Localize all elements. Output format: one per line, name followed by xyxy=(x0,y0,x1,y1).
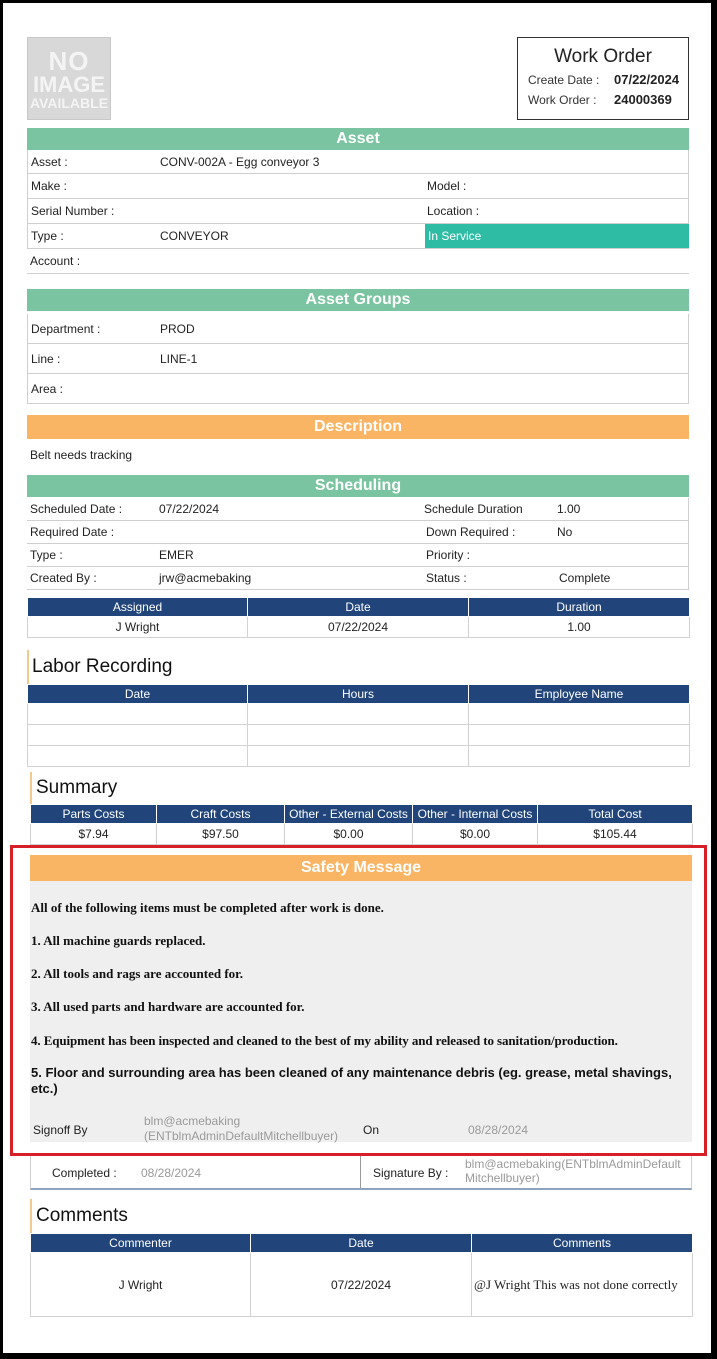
description-text: Belt needs tracking xyxy=(30,448,133,462)
comment-date-col-header: Date xyxy=(251,1234,472,1253)
parts-costs-value: $7.94 xyxy=(31,824,157,845)
signoff-line2: (ENTblmAdminDefaultMitchellbuyer) xyxy=(144,1129,339,1143)
table-row xyxy=(28,704,690,725)
table-row xyxy=(31,1253,693,1317)
assigned-table xyxy=(27,597,690,638)
location-label: Location : xyxy=(427,204,480,218)
scheduled-date-value: 07/22/2024 xyxy=(159,502,220,516)
line-row xyxy=(27,344,689,374)
required-date-label: Required Date : xyxy=(30,525,115,539)
assigned-date: 07/22/2024 xyxy=(248,617,469,638)
work-order-number-label: Work Order : xyxy=(528,93,597,107)
total-cost-value: $105.44 xyxy=(538,824,693,845)
external-costs-value: $0.00 xyxy=(285,824,413,845)
craft-costs-value: $97.50 xyxy=(157,824,285,845)
schedule-duration-value: 1.00 xyxy=(557,502,581,516)
labor-date-col-header: Date xyxy=(28,685,248,704)
asset-groups-header: Asset Groups xyxy=(27,289,689,311)
line-label: Line : xyxy=(31,351,61,366)
signoff-line1: blm@acmebaking xyxy=(144,1114,241,1128)
required-row xyxy=(27,521,689,544)
asset-label: Asset : xyxy=(31,154,68,169)
asset-value: CONV-002A - Egg conveyor 3 xyxy=(160,154,320,169)
safety-item-1: 1. All machine guards replaced. xyxy=(31,933,206,948)
comments-col-header: Comments xyxy=(472,1234,693,1253)
assigned-duration: 1.00 xyxy=(469,617,690,638)
signature-line2: Mitchellbuyer) xyxy=(465,1171,540,1185)
assigned-col-header: Assigned xyxy=(28,598,248,617)
model-label: Model : xyxy=(427,179,467,193)
create-date-value: 07/22/2024 xyxy=(614,72,680,87)
assigned-date-col-header: Date xyxy=(248,598,469,617)
status-label: Status : xyxy=(426,571,467,585)
area-label: Area : xyxy=(31,381,64,396)
created-row xyxy=(27,567,689,590)
comment-date-value: 07/22/2024 xyxy=(251,1253,472,1317)
sched-type-value: EMER xyxy=(159,548,194,562)
commenter-col-header: Commenter xyxy=(31,1234,251,1253)
completed-label: Completed : xyxy=(52,1166,117,1180)
craft-costs-header: Craft Costs xyxy=(157,805,285,824)
safety-item-5: 5. Floor and surrounding area has been cleaned of any maintenance debris (eg. grease, metal shavings, etc.) xyxy=(31,1065,672,1096)
summary-title: Summary xyxy=(36,777,118,798)
scheduled-date-label: Scheduled Date : xyxy=(30,502,123,516)
external-costs-header: Other - External Costs xyxy=(285,805,413,824)
department-label: Department : xyxy=(31,321,101,336)
account-row xyxy=(27,249,689,274)
internal-costs-header: Other - Internal Costs xyxy=(413,805,538,824)
signoff-value xyxy=(144,1114,338,1144)
status-value: Complete xyxy=(559,571,611,585)
created-by-label: Created By : xyxy=(30,571,97,585)
completed-date: 08/28/2024 xyxy=(141,1166,202,1180)
asset-image-placeholder xyxy=(27,37,111,120)
assigned-duration-col-header: Duration xyxy=(469,598,690,617)
safety-item-3: 3. All used parts and hardware are accounted for. xyxy=(31,999,305,1014)
safety-header: Safety Message xyxy=(30,855,692,881)
safety-intro: All of the following items must be completed after work is done. xyxy=(31,900,384,915)
serial-label: Serial Number : xyxy=(31,204,115,218)
parts-costs-header: Parts Costs xyxy=(31,805,157,824)
placeholder-line3: AVAILABLE xyxy=(29,94,109,111)
work-order-box xyxy=(517,37,689,120)
on-date: 08/28/2024 xyxy=(468,1123,529,1137)
serial-row xyxy=(27,199,689,224)
department-row xyxy=(27,314,689,344)
down-required-label: Down Required : xyxy=(426,525,516,539)
internal-costs-value: $0.00 xyxy=(413,824,538,845)
asset-status-badge: In Service xyxy=(425,224,689,248)
comments-title: Comments xyxy=(36,1205,128,1226)
type-row xyxy=(27,224,689,249)
make-row xyxy=(27,174,689,199)
labor-table xyxy=(27,684,690,767)
signature-line1: blm@acmebaking(ENTblmAdminDefault xyxy=(465,1157,681,1171)
commenter-value: J Wright xyxy=(31,1253,251,1317)
line-value: LINE-1 xyxy=(160,351,198,366)
total-cost-header: Total Cost xyxy=(538,805,693,824)
area-row xyxy=(27,374,689,404)
placeholder-line2: IMAGE xyxy=(32,71,106,97)
table-row xyxy=(28,617,690,638)
safety-item-2: 2. All tools and rags are accounted for. xyxy=(31,966,243,981)
safety-item-4: 4. Equipment has been inspected and cleaned to the best of my ability and released to sanitation/production. xyxy=(31,1033,618,1048)
assigned-name: J Wright xyxy=(28,617,248,638)
summary-table xyxy=(30,804,693,845)
work-order-number: 24000369 xyxy=(614,92,672,107)
asset-header: Asset xyxy=(27,128,689,150)
asset-row xyxy=(27,150,689,174)
labor-title: Labor Recording xyxy=(32,656,173,677)
labor-employee-col-header: Employee Name xyxy=(469,685,690,704)
comments-table xyxy=(30,1233,693,1317)
labor-accent xyxy=(27,650,29,684)
completion-divider xyxy=(360,1156,361,1188)
table-row xyxy=(28,746,690,767)
labor-hours-col-header: Hours xyxy=(248,685,469,704)
make-label: Make : xyxy=(31,179,68,193)
comment-text: @J Wright This was not done correctly xyxy=(472,1253,693,1317)
sched-type-label: Type : xyxy=(30,548,63,562)
signature-value xyxy=(465,1157,681,1185)
account-label: Account : xyxy=(30,254,81,268)
summary-accent xyxy=(30,772,32,804)
on-label: On xyxy=(363,1123,380,1137)
placeholder-line1: NO xyxy=(48,45,90,76)
type-priority-row xyxy=(27,544,689,567)
schedule-duration-label: Schedule Duration xyxy=(424,502,523,516)
down-required-value: No xyxy=(557,525,573,539)
priority-label: Priority : xyxy=(426,548,471,562)
comments-accent xyxy=(30,1199,32,1233)
department-value: PROD xyxy=(160,321,195,336)
signature-label: Signature By : xyxy=(373,1166,449,1180)
type-label: Type : xyxy=(31,229,64,243)
table-row xyxy=(31,824,693,845)
work-order-title: Work Order xyxy=(554,46,652,67)
type-value: CONVEYOR xyxy=(160,229,229,243)
description-header: Description xyxy=(27,415,689,439)
table-row xyxy=(28,725,690,746)
created-by-value: jrw@acmebaking xyxy=(159,571,252,585)
scheduling-header: Scheduling xyxy=(27,475,689,497)
create-date-label: Create Date : xyxy=(528,73,600,87)
signoff-label: Signoff By xyxy=(33,1123,88,1137)
scheduled-row xyxy=(27,498,689,521)
